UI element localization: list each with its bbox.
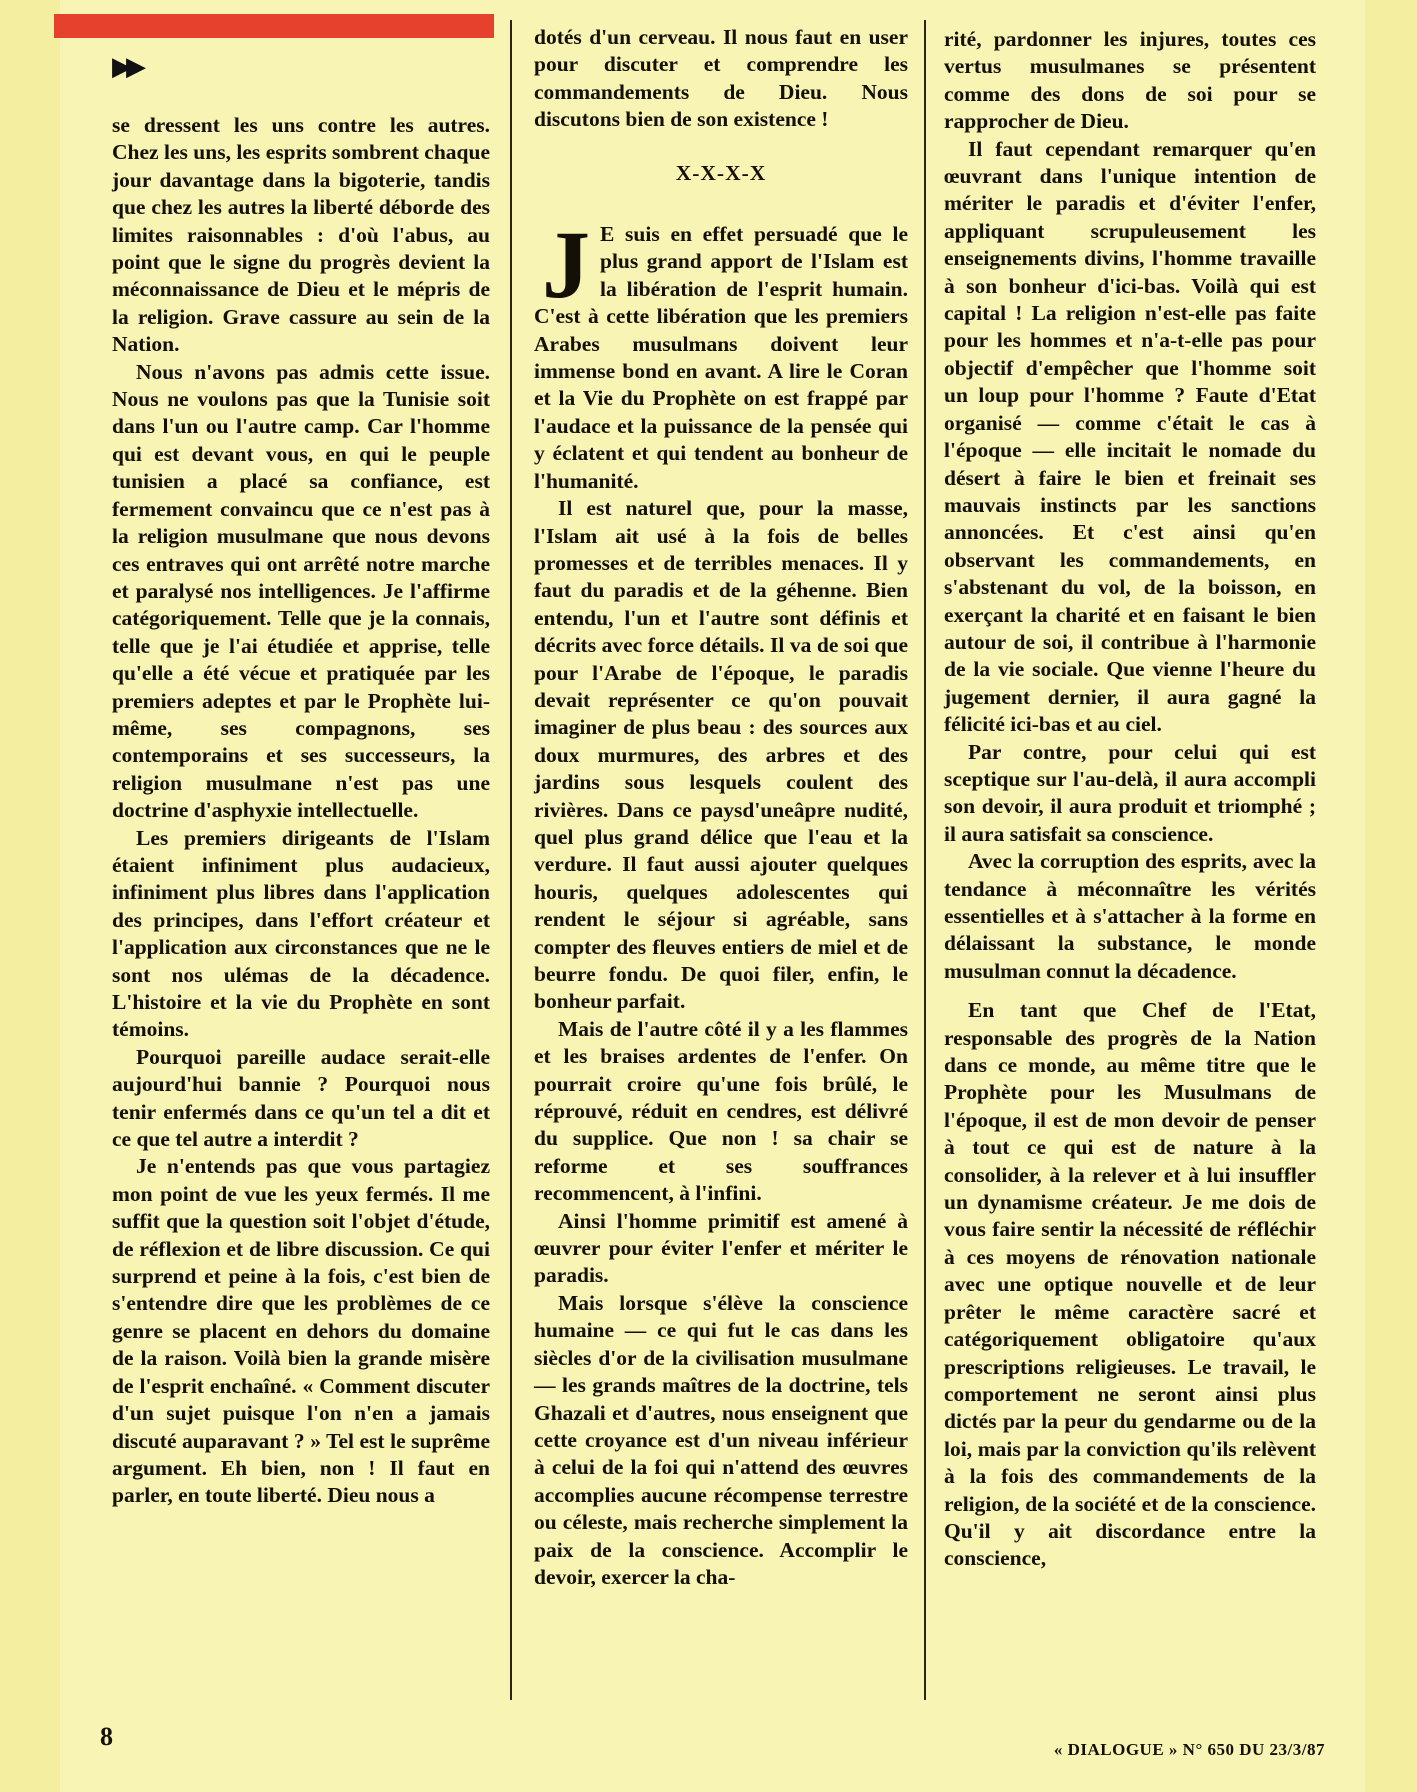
paragraph: Par contre, pour celui qui est sceptique sur l'au-delà, il aura accompli son devoir, il aura produit et triomphé ; il aura satisfait sa conscience. [944, 739, 1316, 846]
paragraph: Il est naturel que, pour la masse, l'Islam ait usé à la fois de belles promesses et de terribles menaces. Il y faut du paradis et de la géhenne. Bien entendu, l'un et l'autre sont définis et décrits avec force détails. Il va de soi que pour l'Arabe de l'époque, le paradis devait représenter ce qu'on pouvait imaginer de plus beau : des sources aux doux murmures, des arbres et des jardins sous lesquels coulent des rivières. Dans ce paysd'uneâpre nudité, quel plus grand délice que l'eau et la verdure. Il faut aussi ajouter quelques houris, quelques adolescentes qui rendent le séjour si agréable, sans compter des fleuves entiers de miel et de beurre fondu. De quoi filer, enfin, le bonheur parfait. [534, 496, 908, 1014]
paragraph: E suis en effet persuadé que le plus grand apport de l'Islam est la libération de l'esprit humain. C'est à cette libération que les premiers Arabes musulmans doivent leur immense bond en avant. A lire le Coran et la Vie du Prophète on est frappé par l'audace et la puissance de la pensée qui y éclatent et qui tendent au bonheur de l'humanité. [534, 222, 908, 493]
column-1 [112, 112, 490, 1510]
column-rule [510, 20, 512, 1700]
page-number: 8 [100, 1722, 113, 1751]
column-rule [924, 20, 926, 1700]
paragraph: Mais de l'autre côté il y a les flammes et les braises ardentes de l'enfer. On pourrait croire qu'une fois brûlé, le réprouvé, réduit en cendres, est délivré du supplice. Que non ! sa chair se reforme et ses souffrances recommencent, à l'infini. [534, 1016, 908, 1206]
paragraph: Nous n'avons pas admis cette issue. Nous ne voulons pas que la Tunisie soit dans l'un ou l'autre camp. Car l'homme qui est devant vous, en qui le peuple tunisien a placé sa confiance, est fermement convaincu que ce n'est pas à la religion musulmane que nous devons ces entraves qui ont arrêté notre marche et paralysé nos intelligences. Je l'affirme catégoriquement. Telle que je la connais, telle que je l'ai étudiée et apprise, telle qu'elle a été vécue et pratiquée par les premiers adeptes et par le Prophète lui-même, ses compagnons, ses contemporains et ses successeurs, la religion musulmane n'est pas une doctrine d'asphyxie intellectuelle. [112, 359, 490, 823]
paragraph: Il faut cependant remarquer qu'en œuvrant dans l'unique intention de mériter le paradis et d'éviter l'enfer, appliquant scrupuleusement les enseignements divins, l'homme travaille à son bonheur d'ici-bas. Voilà qui est capital ! La religion n'est-elle pas faite pour les hommes et n'a-t-elle pas pour objectif d'empêcher que l'homme soit un loup pour l'homme ? Faute d'Etat organisé — comme c'était le cas à l'époque — elle incitait le nomade du désert à faire le bien et freinait ses mauvais instincts par les sanctions annoncées. Et c'est ainsi qu'en observant les commandements, en s'abstenant du vol, de la boisson, en exerçant la charité et en faisant le bien autour de soi, il contribue à l'harmonie de la vie sociale. Que vienne l'heure du jugement dernier, il aura gagné la félicité ici-bas et au ciel. [944, 136, 1316, 737]
continue-arrows-icon: ▶▶ [112, 52, 140, 82]
paragraph: En tant que Chef de l'Etat, responsable des progrès de la Nation dans ce monde, au même titre que le Prophète pour les Musulmans de l'époque, il est de mon devoir de penser à tout ce qui est de nature à la consolider, à la relever et à lui insuffler un dynamisme créateur. Je me dois de vous faire sentir la nécessité de réfléchir à ces moyens de rénovation nationale avec une optique nouvelle et de leur prêter le même caractère sacré et catégoriquement obligatoire qu'aux prescriptions religieuses. Le travail, le comportement ne seront ainsi plus dictés par la peur du gendarme ou de la loi, mais par la conviction qu'ils relèvent à la fois des commandements de la religion, de la société et de la conscience. Qu'il y ait discordance entre la conscience, [944, 998, 1316, 1571]
section-separator: X-X-X-X [675, 160, 767, 185]
red-header-bar [54, 14, 494, 38]
paragraph: Je n'entends pas que vous partagiez mon point de vue les yeux fermés. Il me suffit que la question soit l'objet d'étude, de réflexion et de libre discussion. Ce qui surprend et peine à la fois, c'est bien de s'entendre dire que les problèmes de ce genre se placent en dehors du domaine de la raison. Voilà bien la grande misère de l'esprit enchaîné. « Comment discuter d'un sujet puisque l'on n'en a jamais discuté auparavant ? » Tel est le suprême argument. Eh bien, non ! Il faut en parler, en toute liberté. Dieu nous a [112, 1154, 490, 1508]
column-2 [534, 24, 908, 1591]
paragraph: Avec la corruption des esprits, avec la tendance à méconnaître les vérités essentielles et à s'attacher à la forme en délaissant la substance, le monde musulman connut la décadence. [944, 849, 1316, 983]
paragraph: Pourquoi pareille audace serait-elle aujourd'hui bannie ? Pourquoi nous tenir enfermés dans ce qu'un tel a dit et ce que tel autre a interdit ? [112, 1044, 490, 1152]
paragraph: Mais lorsque s'élève la conscience humaine — ce qui fut le cas dans les siècles d'or de la civilisation musulmane — les grands maîtres de la doctrine, tels Ghazali et d'autres, nous enseignent que cette croyance est d'un niveau inférieur à celui de la foi qui n'attend des œuvres accomplies aucune récompense terrestre ou céleste, mais recherche simplement la paix de la conscience. Accomplir le devoir, exercer la cha- [534, 1290, 908, 1589]
paragraph: rité, pardonner les injures, toutes ces vertus musulmanes se présentent comme des dons de soi pour se rapprocher de Dieu. [944, 27, 1316, 134]
drop-cap: J [542, 211, 590, 319]
publication-source: « DIALOGUE » N° 650 DU 23/3/87 [1053, 1740, 1325, 1759]
column-3 [944, 26, 1316, 1573]
paragraph: se dressent les uns contre les autres. Chez les uns, les esprits sombrent chaque jour davantage dans la bigoterie, tandis que chez les autres la liberté déborde des limites raisonnables : d'où l'abus, au point que le signe du progrès devient la méconnaissance de Dieu et le mépris de la religion. Grave cassure au sein de la Nation. [112, 113, 490, 357]
paragraph: Les premiers dirigeants de l'Islam étaient infiniment plus audacieux, infiniment plus libres dans l'application des principes, dans l'effort créateur et l'application aux circonstances que ne le sont nos ulémas de la décadence. L'histoire et la vie du Prophète en sont témoins. [112, 825, 490, 1042]
paragraph: dotés d'un cerveau. Il nous faut en user pour discuter et comprendre les commandements de Dieu. Nous discutons bien de son existence ! [534, 25, 908, 132]
paragraph: Ainsi l'homme primitif est amené à œuvrer pour éviter l'enfer et mériter le paradis. [534, 1208, 908, 1288]
